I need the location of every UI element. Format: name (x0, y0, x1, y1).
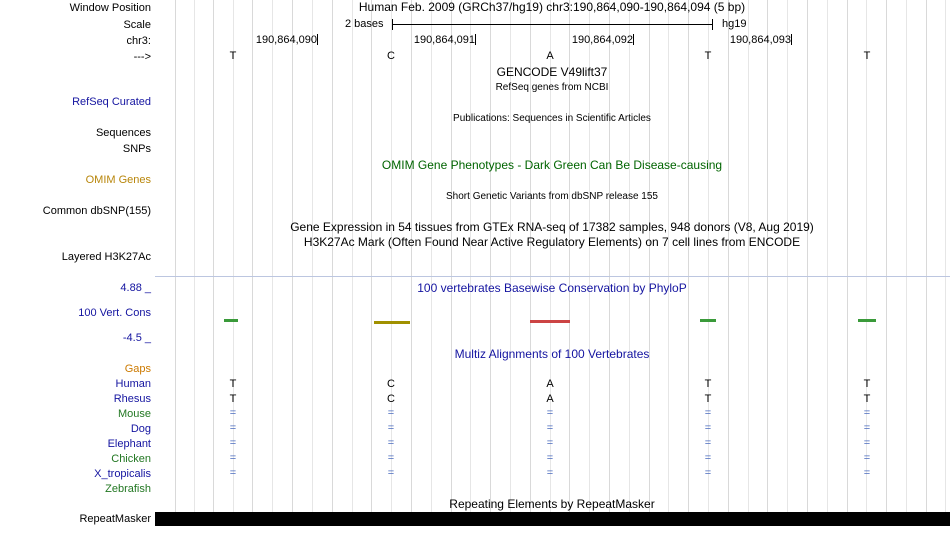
grid-line (175, 0, 176, 543)
multiz-gap-mouse: = (863, 407, 871, 419)
ruler-tick (475, 34, 476, 45)
grid-line (787, 0, 788, 543)
multiz-gap-dog: = (863, 422, 871, 434)
grid-line (906, 0, 907, 543)
multiz-gap-x_tropicalis: = (387, 467, 395, 479)
ruler-tick (791, 34, 792, 45)
grid-line (194, 0, 195, 543)
assembly-position-title: Human Feb. 2009 (GRCh37/hg19) chr3:190,864,090-190,864,094 (5 bp) (358, 0, 746, 14)
multiz-gap-elephant: = (546, 437, 554, 449)
reference-base-A: A (546, 50, 554, 62)
grid-line (728, 0, 729, 543)
track-label-[interactable]: ---> (133, 51, 151, 63)
multiz-gap-mouse: = (387, 407, 395, 419)
track-title: OMIM Gene Phenotypes - Dark Green Can Be Disease-causing (381, 158, 723, 172)
ruler-position-label: 190,864,091 (413, 34, 475, 46)
grid-line (332, 0, 333, 543)
repeatmasker-bar (155, 512, 950, 526)
track-label-4-5[interactable]: -4.5 _ (122, 332, 151, 344)
track-title: Gene Expression in 54 tissues from GTEx RNA-seq of 17382 samples, 948 donors (V8, Aug 2019) (290, 220, 814, 234)
grid-line (748, 0, 749, 543)
grid-line (352, 0, 353, 543)
grid-line (807, 0, 808, 543)
multiz-gap-x_tropicalis: = (863, 467, 871, 479)
track-label-4-88[interactable]: 4.88 _ (120, 282, 151, 294)
track-title: Repeating Elements by RepeatMasker (449, 497, 655, 511)
track-label-omim-genes[interactable]: OMIM Genes (85, 174, 151, 186)
multiz-gap-elephant: = (387, 437, 395, 449)
track-title: GENCODE V49lift37 (496, 65, 608, 79)
multiz-gap-x_tropicalis: = (704, 467, 712, 479)
multiz-gap-dog: = (229, 422, 237, 434)
multiz-base-rhesus: T (704, 393, 712, 405)
track-label-window-position[interactable]: Window Position (69, 2, 151, 14)
multiz-base-human: T (704, 378, 712, 390)
track-title: H3K27Ac Mark (Often Found Near Active Regulatory Elements) on 7 cell lines from ENCODE (303, 235, 801, 249)
grid-line (451, 0, 452, 543)
track-label-refseq-curated[interactable]: RefSeq Curated (72, 96, 151, 108)
grid-line (629, 0, 630, 543)
multiz-gap-elephant: = (863, 437, 871, 449)
reference-base-T: T (704, 50, 712, 62)
grid-line (649, 0, 650, 543)
grid-line (827, 0, 828, 543)
grid-line (213, 0, 214, 543)
multiz-gap-elephant: = (229, 437, 237, 449)
grid-line (926, 0, 927, 543)
track-label-human[interactable]: Human (115, 378, 151, 390)
multiz-base-human: A (546, 378, 554, 390)
multiz-gap-elephant: = (704, 437, 712, 449)
grid-line (411, 0, 412, 543)
multiz-gap-chicken: = (229, 452, 237, 464)
track-label-repeatmasker[interactable]: RepeatMasker (79, 513, 151, 525)
grid-line (272, 0, 273, 543)
track-label-chicken[interactable]: Chicken (111, 453, 151, 465)
multiz-gap-x_tropicalis: = (546, 467, 554, 479)
track-label-dog[interactable]: Dog (130, 423, 151, 435)
multiz-gap-chicken: = (863, 452, 871, 464)
conservation-bar (700, 319, 716, 322)
multiz-base-rhesus: T (229, 393, 237, 405)
multiz-gap-x_tropicalis: = (229, 467, 237, 479)
multiz-gap-mouse: = (229, 407, 237, 419)
grid-line (847, 0, 848, 543)
scale-bar-end-tick (712, 19, 713, 30)
multiz-gap-mouse: = (704, 407, 712, 419)
scale-bar-assembly-label: hg19 (722, 18, 747, 30)
track-title: Short Genetic Variants from dbSNP release 155 (446, 191, 658, 202)
multiz-gap-dog: = (704, 422, 712, 434)
reference-base-C: C (387, 50, 395, 62)
multiz-gap-dog: = (387, 422, 395, 434)
reference-base-T: T (229, 50, 237, 62)
track-graph-area[interactable] (155, 0, 950, 543)
track-label-elephant[interactable]: Elephant (107, 438, 151, 450)
track-label-sequences[interactable]: Sequences (95, 127, 151, 139)
ruler-position-label: 190,864,093 (729, 34, 791, 46)
multiz-base-rhesus: A (546, 393, 554, 405)
track-title: RefSeq genes from NCBI (495, 82, 609, 93)
track-label-layered-h3k27ac[interactable]: Layered H3K27Ac (61, 251, 151, 263)
grid-line (609, 0, 610, 543)
multiz-gap-chicken: = (546, 452, 554, 464)
multiz-base-human: C (387, 378, 395, 390)
scale-bar-label: 2 bases (345, 18, 384, 30)
ruler-position-label: 190,864,090 (255, 34, 317, 46)
track-title: 100 vertebrates Basewise Conservation by PhyloP (417, 281, 687, 295)
scale-bar-end-tick (392, 19, 393, 30)
grid-line (371, 0, 372, 543)
track-label-zebrafish[interactable]: Zebrafish (105, 483, 151, 495)
ruler-position-label: 190,864,092 (571, 34, 633, 46)
grid-line (945, 0, 946, 543)
conservation-track-divider (155, 276, 950, 277)
grid-line (252, 0, 253, 543)
conservation-bar (530, 320, 570, 323)
grid-line (688, 0, 689, 543)
multiz-base-rhesus: T (863, 393, 871, 405)
multiz-gap-mouse: = (546, 407, 554, 419)
track-label-scale[interactable]: Scale (123, 19, 151, 31)
multiz-gap-chicken: = (387, 452, 395, 464)
multiz-base-rhesus: C (387, 393, 395, 405)
conservation-bar (858, 319, 876, 322)
grid-line (668, 0, 669, 543)
scale-bar-line (392, 24, 712, 25)
grid-line (767, 0, 768, 543)
multiz-gap-chicken: = (704, 452, 712, 464)
conservation-bar (224, 319, 238, 322)
bottom-blank-area (155, 526, 950, 543)
grid-line (312, 0, 313, 543)
grid-line (490, 0, 491, 543)
multiz-base-human: T (863, 378, 871, 390)
grid-line (470, 0, 471, 543)
ruler-tick (317, 34, 318, 45)
ruler-tick (633, 34, 634, 45)
track-label-common-dbsnp-155[interactable]: Common dbSNP(155) (42, 205, 151, 217)
grid-line (886, 0, 887, 543)
track-label-rhesus[interactable]: Rhesus (113, 393, 151, 405)
track-label-x-tropicalis[interactable]: X_tropicalis (94, 468, 151, 480)
grid-line (292, 0, 293, 543)
grid-line (431, 0, 432, 543)
track-label-gaps[interactable]: Gaps (124, 363, 151, 375)
track-label-chr3[interactable]: chr3: (126, 35, 151, 47)
track-title: Multiz Alignments of 100 Vertebrates (454, 347, 650, 361)
multiz-gap-dog: = (546, 422, 554, 434)
track-label-snps[interactable]: SNPs (122, 143, 151, 155)
track-label-column[interactable] (0, 0, 155, 543)
track-title: Publications: Sequences in Scientific Articles (453, 113, 651, 124)
track-label-mouse[interactable]: Mouse (117, 408, 151, 420)
reference-base-T: T (863, 50, 871, 62)
track-label-100-vert-cons[interactable]: 100 Vert. Cons (78, 307, 151, 319)
conservation-bar (374, 321, 410, 324)
multiz-base-human: T (229, 378, 237, 390)
